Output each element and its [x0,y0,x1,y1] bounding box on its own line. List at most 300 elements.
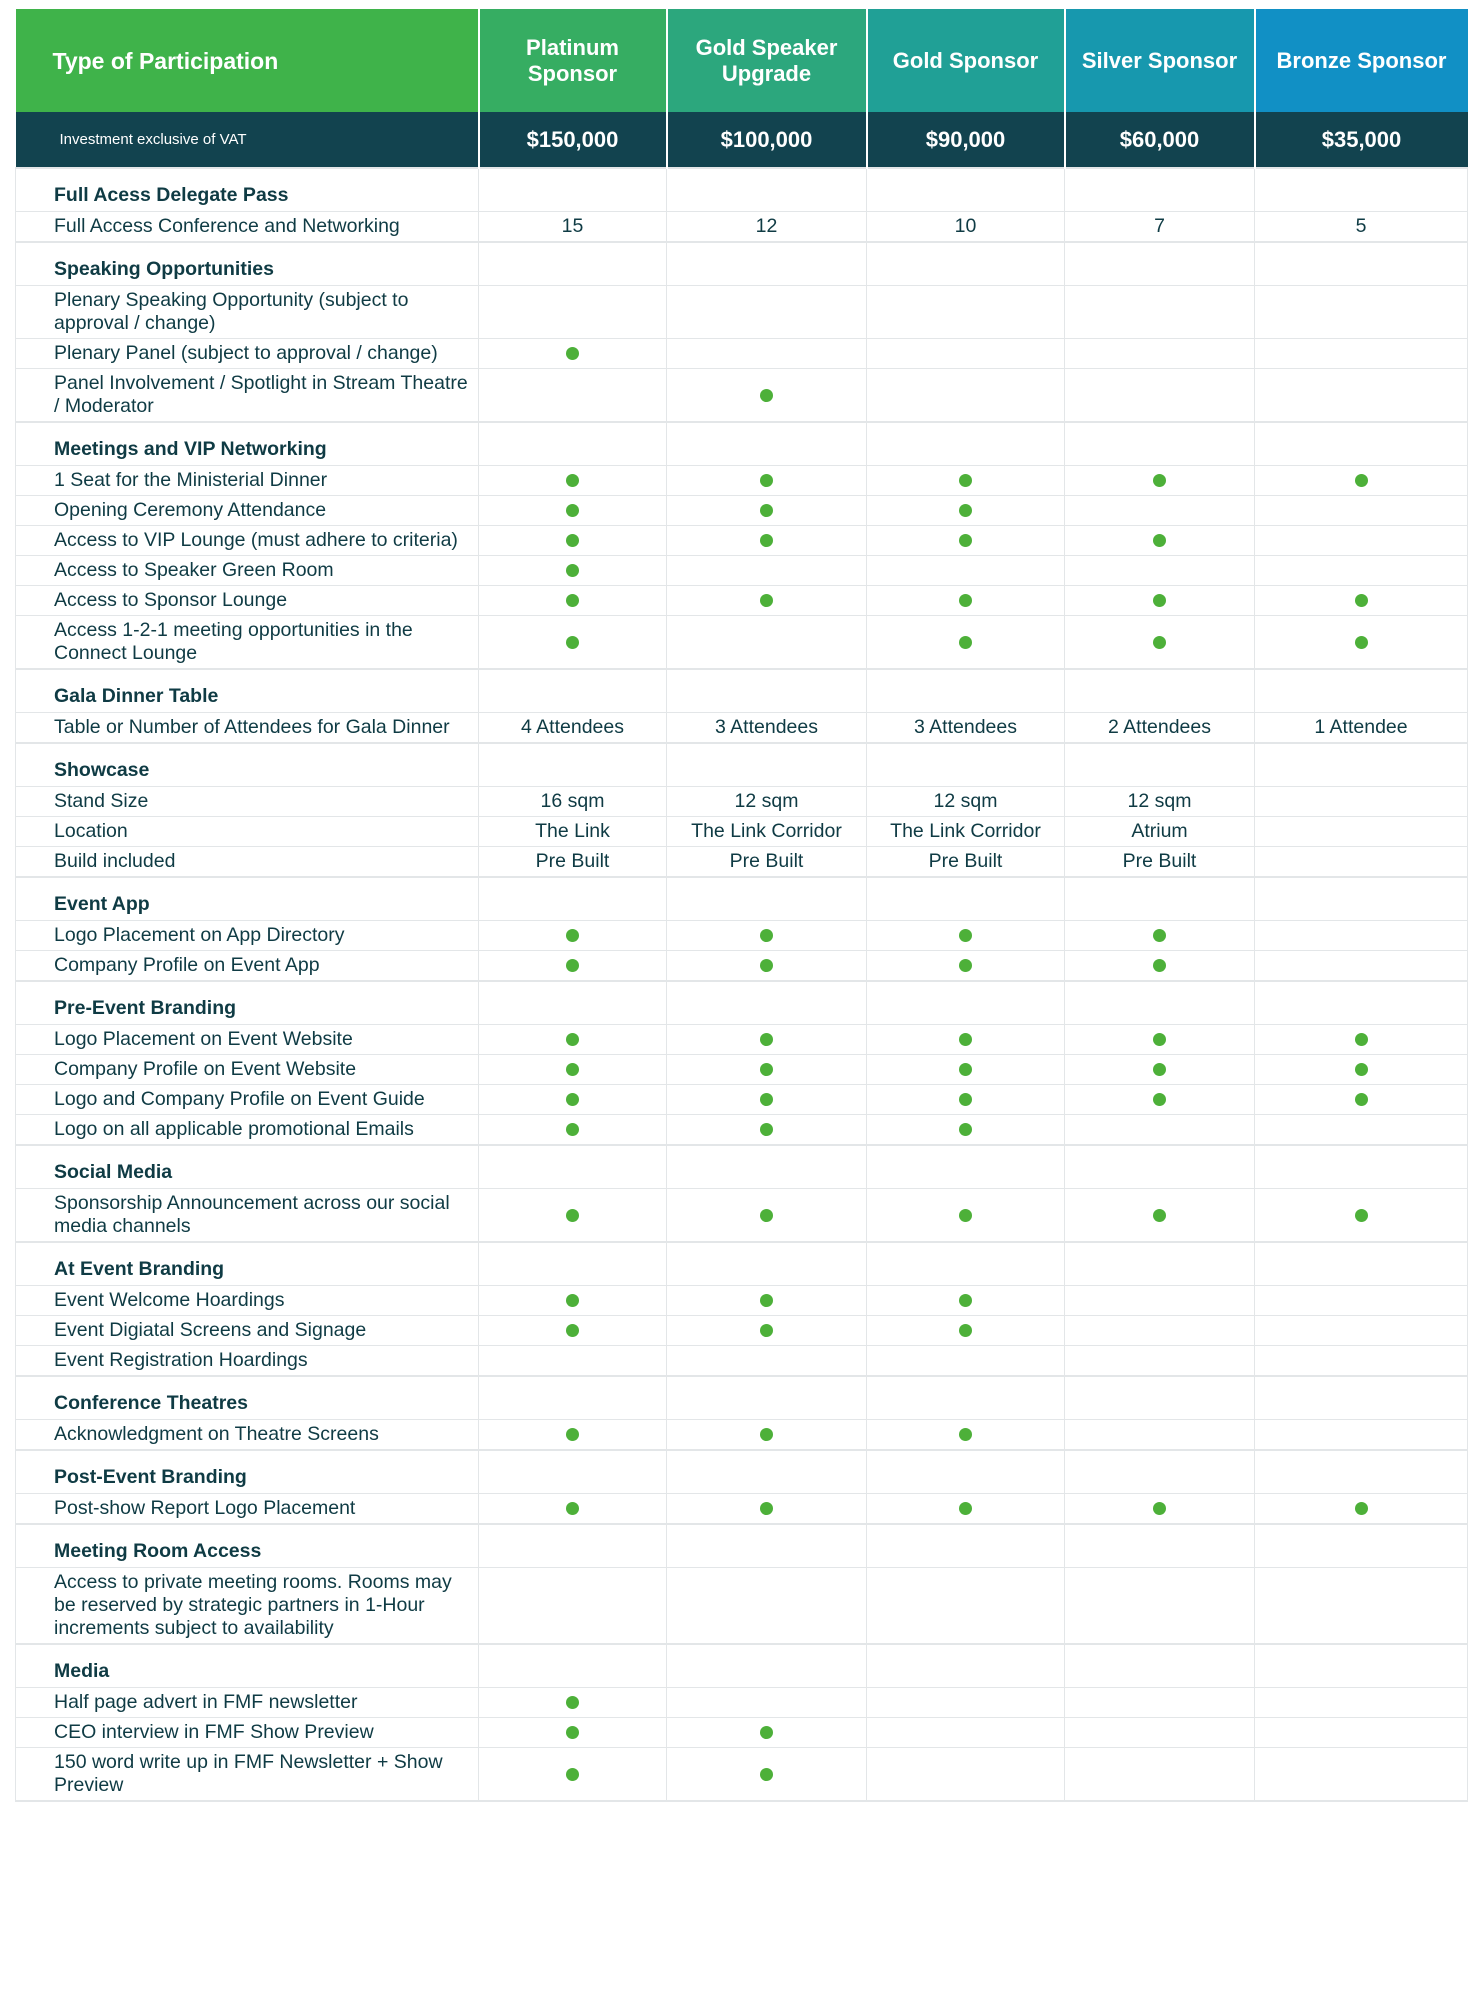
table-row [16,1568,1468,1645]
included-dot-icon [566,1294,579,1307]
included-cell [667,1085,867,1115]
empty-cell [867,1644,1065,1688]
table-row [16,1055,1468,1085]
empty-cell [667,1145,867,1189]
empty-cell [667,1688,867,1718]
benefit-label: CEO interview in FMF Show Preview [16,1718,479,1748]
table-row [16,1189,1468,1243]
included-dot-icon [566,636,579,649]
empty-cell [1255,242,1468,286]
empty-cell [667,1568,867,1645]
benefit-label: Table or Number of Attendees for Gala Dinner [16,713,479,744]
included-cell [1065,1055,1255,1085]
empty-cell [479,369,667,423]
empty-cell [479,168,667,212]
included-cell [479,1189,667,1243]
price-row [16,112,1468,168]
value-cell: 3 Attendees [667,713,867,744]
included-dot-icon [760,1294,773,1307]
type-of-participation-heading: Type of Participation [16,9,479,112]
included-dot-icon [959,1502,972,1515]
included-cell [667,1718,867,1748]
included-cell [867,586,1065,616]
empty-cell [479,669,667,713]
table-row [16,787,1468,817]
included-dot-icon [760,1502,773,1515]
empty-cell [1255,286,1468,339]
included-cell [479,1688,667,1718]
benefit-label: 150 word write up in FMF Newsletter + Show Preview [16,1748,479,1802]
included-cell [867,466,1065,496]
included-cell [667,1494,867,1525]
value-cell: Atrium [1065,817,1255,847]
price-gold-speaker-upgrade: $100,000 [667,112,867,168]
table-row [16,616,1468,670]
included-cell [867,1085,1065,1115]
empty-cell [1065,1286,1255,1316]
empty-cell [1065,369,1255,423]
empty-cell [867,1450,1065,1494]
benefit-label: Access 1-2-1 meeting opportunities in the Connect Lounge [16,616,479,670]
included-dot-icon [760,1726,773,1739]
table-row [16,1316,1468,1346]
value-cell: The Link [479,817,667,847]
empty-cell [479,1568,667,1645]
section-header-row [16,1376,1468,1420]
table-row [16,586,1468,616]
empty-cell [1255,981,1468,1025]
included-dot-icon [760,1324,773,1337]
table-row [16,1025,1468,1055]
included-cell [667,1025,867,1055]
empty-cell [1255,1450,1468,1494]
benefit-label: Company Profile on Event Website [16,1055,479,1085]
included-dot-icon [760,389,773,402]
included-cell [867,1494,1065,1525]
included-cell [1065,466,1255,496]
empty-cell [1255,1376,1468,1420]
empty-cell [1255,669,1468,713]
section-title: Speaking Opportunities [16,242,479,286]
included-cell [667,1420,867,1451]
included-dot-icon [566,1768,579,1781]
included-dot-icon [1153,1093,1166,1106]
included-dot-icon [1153,1209,1166,1222]
included-dot-icon [1355,636,1368,649]
empty-cell [667,339,867,369]
included-cell [1255,616,1468,670]
included-dot-icon [959,1033,972,1046]
empty-cell [1255,1718,1468,1748]
included-cell [667,1316,867,1346]
included-dot-icon [1355,594,1368,607]
value-cell: Pre Built [1065,847,1255,878]
value-cell: 12 [667,212,867,243]
included-dot-icon [1355,1502,1368,1515]
empty-cell [867,422,1065,466]
included-dot-icon [1153,1033,1166,1046]
column-heading-bronze: Bronze Sponsor [1255,9,1468,112]
empty-cell [1255,1346,1468,1377]
empty-cell [479,1644,667,1688]
value-cell: The Link Corridor [867,817,1065,847]
included-cell [1255,586,1468,616]
empty-cell [667,1346,867,1377]
section-title: Event App [16,877,479,921]
value-cell: 1 Attendee [1255,713,1468,744]
included-dot-icon [566,1324,579,1337]
empty-cell [1255,369,1468,423]
empty-cell [867,669,1065,713]
included-cell [479,1420,667,1451]
benefit-label: Logo Placement on Event Website [16,1025,479,1055]
benefit-label: Event Welcome Hoardings [16,1286,479,1316]
empty-cell [867,877,1065,921]
empty-cell [867,1524,1065,1568]
empty-cell [1255,496,1468,526]
empty-cell [1065,1568,1255,1645]
benefit-label: Logo Placement on App Directory [16,921,479,951]
empty-cell [667,286,867,339]
benefit-label: Access to VIP Lounge (must adhere to criteria) [16,526,479,556]
empty-cell [1065,877,1255,921]
section-title: Showcase [16,743,479,787]
price-silver: $60,000 [1065,112,1255,168]
included-dot-icon [760,929,773,942]
benefit-label: Full Access Conference and Networking [16,212,479,243]
empty-cell [667,1376,867,1420]
table-row [16,1085,1468,1115]
empty-cell [667,422,867,466]
included-dot-icon [959,474,972,487]
table-row [16,1115,1468,1146]
empty-cell [667,1242,867,1286]
value-cell: 2 Attendees [1065,713,1255,744]
included-cell [479,496,667,526]
value-cell: 12 sqm [867,787,1065,817]
empty-cell [1255,1115,1468,1146]
empty-cell [867,286,1065,339]
table-row [16,847,1468,878]
empty-cell [479,1145,667,1189]
empty-cell [867,981,1065,1025]
included-dot-icon [959,1123,972,1136]
table-row [16,1688,1468,1718]
included-cell [479,556,667,586]
empty-cell [667,242,867,286]
value-cell: The Link Corridor [667,817,867,847]
value-cell: 4 Attendees [479,713,667,744]
price-platinum: $150,000 [479,112,667,168]
included-cell [1065,1025,1255,1055]
empty-cell [1065,1450,1255,1494]
empty-cell [1255,921,1468,951]
price-gold: $90,000 [867,112,1065,168]
included-dot-icon [1355,474,1368,487]
table-row [16,713,1468,744]
empty-cell [1065,556,1255,586]
value-cell: Pre Built [667,847,867,878]
section-header-row [16,1450,1468,1494]
empty-cell [479,1376,667,1420]
included-cell [479,1025,667,1055]
value-cell: 12 sqm [1065,787,1255,817]
investment-label: Investment exclusive of VAT [16,112,479,168]
empty-cell [1255,1644,1468,1688]
table-row [16,1718,1468,1748]
included-cell [479,1085,667,1115]
section-title: Meetings and VIP Networking [16,422,479,466]
included-dot-icon [566,1033,579,1046]
included-cell [867,1115,1065,1146]
empty-cell [667,168,867,212]
benefit-label: Build included [16,847,479,878]
empty-cell [1065,1420,1255,1451]
empty-cell [1065,981,1255,1025]
included-dot-icon [1153,1502,1166,1515]
included-cell [479,616,667,670]
included-dot-icon [760,1768,773,1781]
value-cell: Pre Built [867,847,1065,878]
included-cell [479,339,667,369]
section-header-row [16,422,1468,466]
benefit-label: Access to Sponsor Lounge [16,586,479,616]
empty-cell [867,1688,1065,1718]
empty-cell [1255,1286,1468,1316]
table-row [16,466,1468,496]
included-cell [667,1748,867,1802]
included-cell [667,526,867,556]
empty-cell [1065,1145,1255,1189]
empty-cell [867,1346,1065,1377]
section-title: Conference Theatres [16,1376,479,1420]
table-row [16,951,1468,982]
included-cell [479,466,667,496]
included-dot-icon [566,564,579,577]
header-row [16,9,1468,112]
included-cell [479,1718,667,1748]
section-title: Media [16,1644,479,1688]
included-cell [867,1189,1065,1243]
included-dot-icon [566,594,579,607]
empty-cell [667,981,867,1025]
included-dot-icon [566,1726,579,1739]
empty-cell [1065,422,1255,466]
included-cell [1065,526,1255,556]
included-dot-icon [566,959,579,972]
empty-cell [1065,339,1255,369]
included-dot-icon [760,1033,773,1046]
table-row [16,1420,1468,1451]
empty-cell [1255,1420,1468,1451]
empty-cell [667,743,867,787]
included-cell [867,616,1065,670]
included-cell [479,1055,667,1085]
included-cell [867,526,1065,556]
section-header-row [16,981,1468,1025]
column-heading-platinum: Platinum Sponsor [479,9,667,112]
included-dot-icon [566,929,579,942]
included-cell [867,921,1065,951]
included-dot-icon [566,504,579,517]
included-dot-icon [959,636,972,649]
included-dot-icon [959,1063,972,1076]
empty-cell [479,1450,667,1494]
benefit-label: Opening Ceremony Attendance [16,496,479,526]
included-dot-icon [566,347,579,360]
empty-cell [1255,1568,1468,1645]
empty-cell [479,877,667,921]
table-row [16,817,1468,847]
benefit-label: Acknowledgment on Theatre Screens [16,1420,479,1451]
included-dot-icon [760,504,773,517]
empty-cell [1255,168,1468,212]
section-header-row [16,242,1468,286]
included-dot-icon [1153,474,1166,487]
included-cell [1255,1494,1468,1525]
included-dot-icon [959,929,972,942]
benefit-label: Logo on all applicable promotional Emails [16,1115,479,1146]
table-row [16,1748,1468,1802]
empty-cell [1065,1688,1255,1718]
empty-cell [667,616,867,670]
benefit-label: Plenary Panel (subject to approval / change) [16,339,479,369]
column-heading-gold-speaker-upgrade: Gold Speaker Upgrade [667,9,867,112]
empty-cell [1065,1346,1255,1377]
table-row [16,1494,1468,1525]
included-cell [479,586,667,616]
section-title: Gala Dinner Table [16,669,479,713]
empty-cell [479,981,667,1025]
included-cell [667,369,867,423]
section-title: At Event Branding [16,1242,479,1286]
empty-cell [867,1568,1065,1645]
included-cell [479,1748,667,1802]
section-header-row [16,1524,1468,1568]
benefit-label: Logo and Company Profile on Event Guide [16,1085,479,1115]
table-row [16,339,1468,369]
included-dot-icon [760,959,773,972]
empty-cell [867,1718,1065,1748]
empty-cell [1065,1316,1255,1346]
included-dot-icon [959,594,972,607]
included-dot-icon [566,534,579,547]
table-row [16,496,1468,526]
empty-cell [1255,743,1468,787]
empty-cell [1065,1242,1255,1286]
included-dot-icon [760,534,773,547]
table-row [16,286,1468,339]
benefit-label: Post-show Report Logo Placement [16,1494,479,1525]
included-cell [667,951,867,982]
empty-cell [479,422,667,466]
benefit-label: Company Profile on Event App [16,951,479,982]
included-cell [479,1286,667,1316]
included-cell [1065,1494,1255,1525]
empty-cell [1065,1644,1255,1688]
included-cell [479,526,667,556]
included-cell [1065,921,1255,951]
benefit-label: 1 Seat for the Ministerial Dinner [16,466,479,496]
empty-cell [479,242,667,286]
section-title: Full Acess Delegate Pass [16,168,479,212]
empty-cell [867,242,1065,286]
empty-cell [867,369,1065,423]
value-cell: 7 [1065,212,1255,243]
benefit-label: Access to private meeting rooms. Rooms may be reserved by strategic partners in 1-Hour increments subject to availability [16,1568,479,1645]
empty-cell [1255,951,1468,982]
included-dot-icon [566,1063,579,1076]
empty-cell [867,556,1065,586]
included-cell [1255,1025,1468,1055]
empty-cell [1065,743,1255,787]
empty-cell [1255,556,1468,586]
included-cell [867,1316,1065,1346]
column-heading-gold: Gold Sponsor [867,9,1065,112]
included-cell [867,1420,1065,1451]
included-dot-icon [760,1428,773,1441]
included-cell [667,1055,867,1085]
value-cell: 12 sqm [667,787,867,817]
benefit-label: Half page advert in FMF newsletter [16,1688,479,1718]
included-cell [1255,1085,1468,1115]
included-dot-icon [1153,959,1166,972]
benefit-label: Plenary Speaking Opportunity (subject to approval / change) [16,286,479,339]
section-header-row [16,1644,1468,1688]
empty-cell [1065,1718,1255,1748]
included-dot-icon [760,594,773,607]
included-cell [479,1115,667,1146]
included-cell [667,466,867,496]
empty-cell [1255,877,1468,921]
included-cell [1065,951,1255,982]
empty-cell [479,286,667,339]
included-dot-icon [959,1428,972,1441]
included-cell [867,1055,1065,1085]
included-dot-icon [959,504,972,517]
included-cell [667,1115,867,1146]
benefit-label: Event Registration Hoardings [16,1346,479,1377]
included-dot-icon [959,1324,972,1337]
empty-cell [479,743,667,787]
section-header-row [16,743,1468,787]
empty-cell [667,669,867,713]
benefit-label: Stand Size [16,787,479,817]
included-dot-icon [566,1093,579,1106]
empty-cell [1255,847,1468,878]
empty-cell [867,339,1065,369]
included-cell [867,496,1065,526]
empty-cell [1255,1145,1468,1189]
included-cell [1255,466,1468,496]
empty-cell [867,1145,1065,1189]
empty-cell [1255,1524,1468,1568]
included-cell [667,1286,867,1316]
empty-cell [1255,1748,1468,1802]
value-cell: Pre Built [479,847,667,878]
included-dot-icon [566,1428,579,1441]
empty-cell [1065,1524,1255,1568]
included-dot-icon [959,1209,972,1222]
table-row [16,921,1468,951]
included-dot-icon [760,1063,773,1076]
included-dot-icon [959,1093,972,1106]
empty-cell [667,1644,867,1688]
included-cell [867,1025,1065,1055]
table-row [16,556,1468,586]
empty-cell [867,743,1065,787]
included-cell [479,951,667,982]
